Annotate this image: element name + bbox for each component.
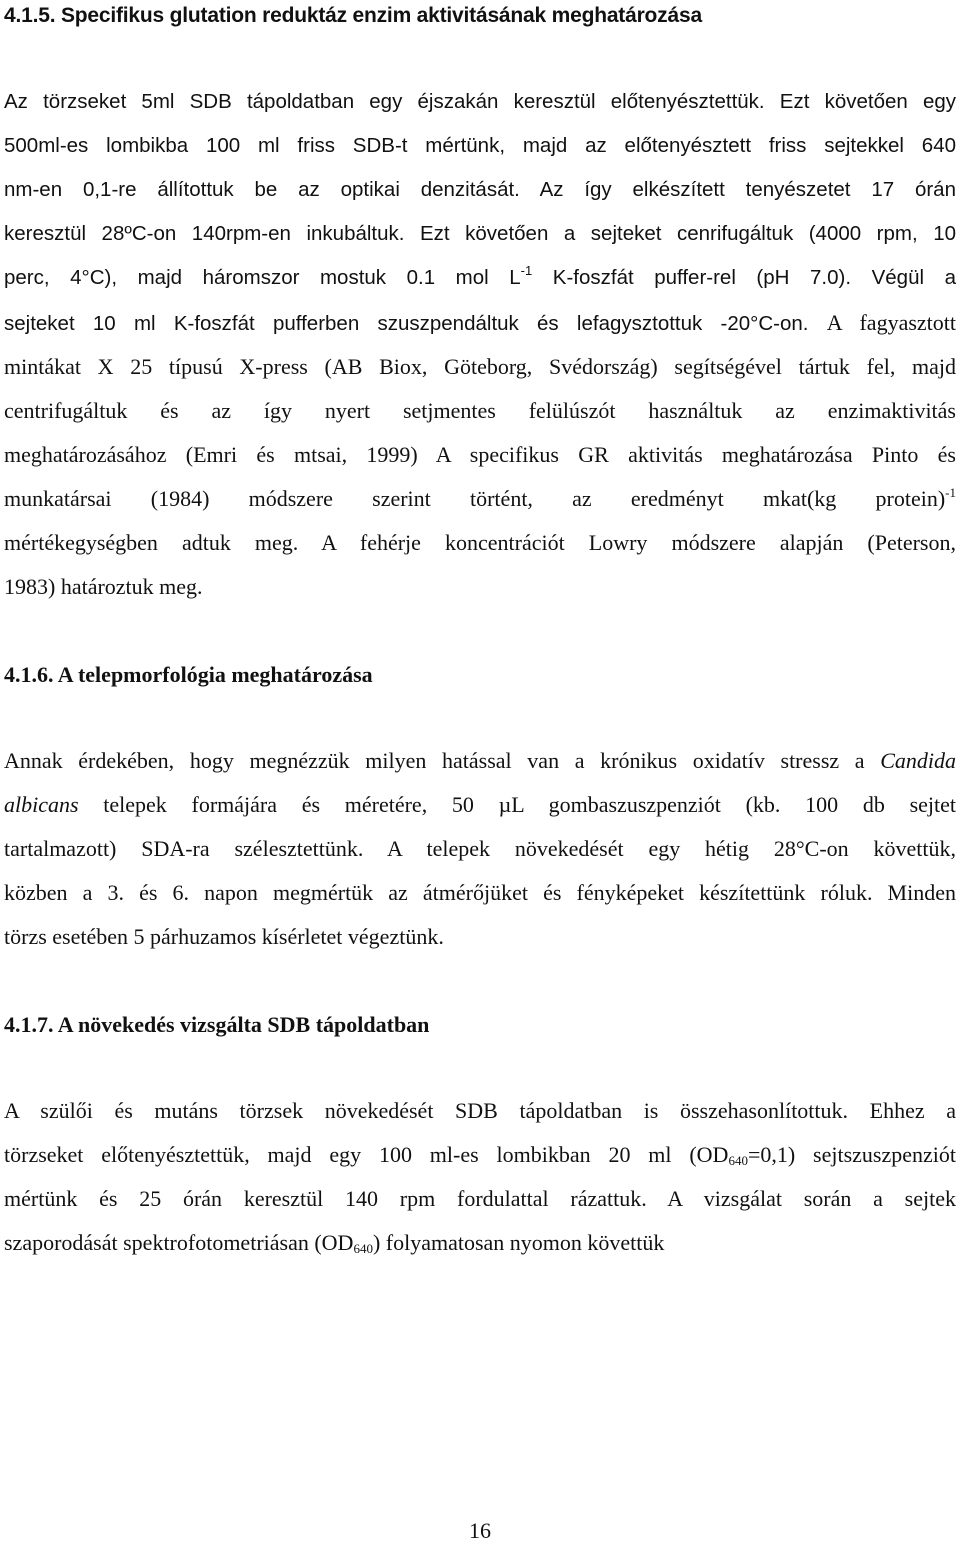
paragraph-line: munkatársai (1984) módszere szerint történt, az eredményt mkat(kg protein)$^{-1}$ [4,485,956,511]
paragraph-line: közben a 3. és 6. napon megmértük az átmérőjüket és fényképeket készítettünk róluk. Minden [4,880,956,905]
paragraph-line: sejteket 10 ml K-foszfát pufferben szuszpendáltuk és lefagysztottuk -20°C-on. A fagyasztott [4,310,956,335]
paragraph-line: albicans telepek formájára és méretére, 50 µL gombaszuszpenziót (kb. 100 db sejtet [4,792,956,817]
paragraph-line: 1983) határoztuk meg. [4,574,203,599]
paragraph-line: centrifugáltuk és az így nyert setjmentes felülúszót használtuk az enzimaktivitás [4,398,956,423]
paragraph-line: törzs esetében 5 párhuzamos kísérletet végeztünk. [4,924,444,949]
paragraph-line: 500ml-es lombikba 100 ml friss SDB-t mértünk, majd az előtenyésztett friss sejtekkel 640 [4,134,956,157]
section-heading-4-1-5: 4.1.5. Specifikus glutation reduktáz enzim aktivitásának meghatározása [4,4,702,27]
paragraph-line: Az törzseket 5ml SDB tápoldatban egy éjszakán keresztül előtenyésztettük. Ezt követően egy [4,90,956,113]
paragraph-line: tartalmazott) SDA-ra szélesztettünk. A telepek növekedését egy hétig 28°C-on követtük, [4,836,956,861]
section-heading-4-1-7: 4.1.7. A növekedés vizsgálta SDB tápoldatban [4,1012,430,1037]
paragraph-line: A szülői és mutáns törzsek növekedését SDB tápoldatban is összehasonlítottuk. Ehhez a [4,1098,956,1123]
paragraph-line: mértünk és 25 órán keresztül 140 rpm fordulattal rázattuk. A vizsgálat során a sejtek [4,1186,956,1211]
paragraph-line: törzseket előtenyésztettük, majd egy 100 ml-es lombikban 20 ml $(OD_{640}=0,1)$ sejtszuszpenziót [4,1142,956,1168]
page-number: 16 [469,1518,491,1543]
paragraph-line: nm-en 0,1-re állítottuk be az optikai denzitását. Az így elkészített tenyészetet 17 órán [4,178,956,201]
paragraph-line: mintákat X 25 típusú X-press (AB Biox, Göteborg, Svédország) segítségével tártuk fel, majd [4,354,956,379]
paragraph-line: szaporodását spektrofotometriásan $(OD_{640})$ folyamatosan nyomon követtük [4,1230,665,1256]
paragraph-line: meghatározásához (Emri és mtsai, 1999) A specifikus GR aktivitás meghatározása Pinto és [4,442,956,467]
paragraph-line: mértékegységben adtuk meg. A fehérje koncentrációt Lowry módszere alapján (Peterson, [4,530,956,555]
paragraph-line: perc, 4°C), majd háromszor mostuk 0.1 mol $L^{-1}$ K-foszfát puffer-rel (pH 7.0). Végül a [4,263,956,289]
section-heading-4-1-6: 4.1.6. A telepmorfológia meghatározása [4,662,373,687]
paragraph-line: Annak érdekében, hogy megnézzük milyen hatással van a krónikus oxidatív stressz a Candida [4,748,957,773]
paragraph-line: keresztül 28ºC-on 140rpm-en inkubáltuk. Ezt követően a sejteket cenrifugáltuk (4000 rpm, 10 [4,222,956,245]
